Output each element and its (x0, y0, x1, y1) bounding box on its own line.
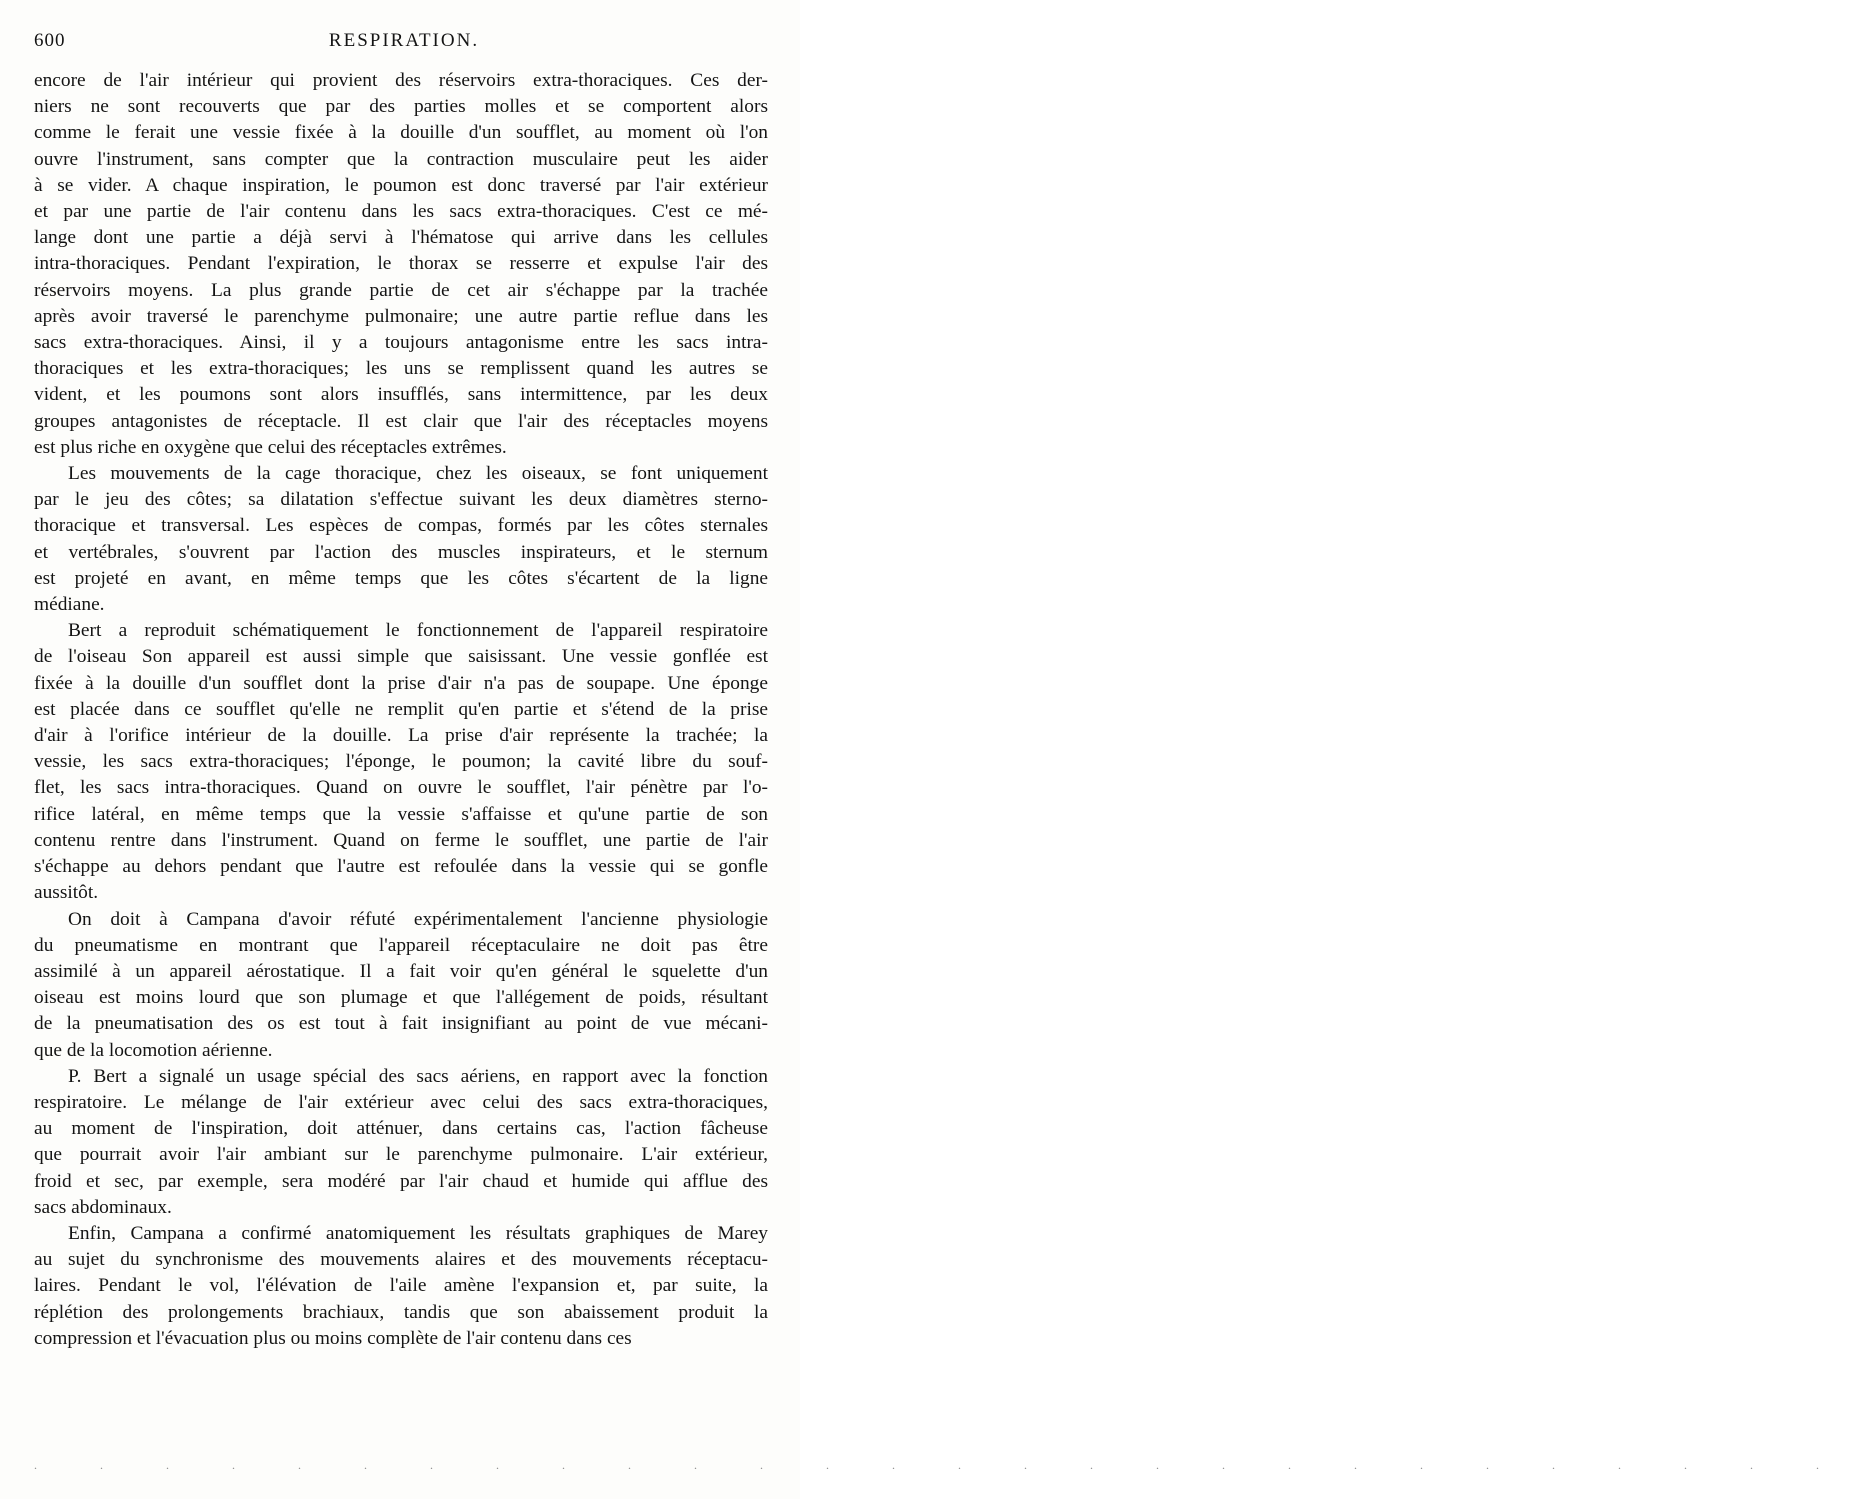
text-line: réplétion des prolongements brachiaux, tandis que son abaissement produit la (34, 1301, 768, 1323)
text-line: après avoir traversé le parenchyme pulmonaire; une autre partie reflue dans les (34, 305, 768, 327)
text-line: assimilé à un appareil aérostatique. Il a fait voir qu'en général le squelette d'un (34, 960, 768, 982)
text-line: Enfin, Campana a confirmé anatomiquement les résultats graphiques de Marey (68, 1222, 768, 1244)
running-head: RESPIRATION. (328, 30, 480, 51)
text-line: groupes antagonistes de réceptacle. Il est clair que l'air des réceptacles moyens (34, 410, 768, 432)
text-line: à se vider. A chaque inspiration, le poumon est donc traversé par l'air extérieur (34, 174, 768, 196)
text-line: de l'oiseau Son appareil est aussi simple que saisissant. Une vessie gonflée est (34, 646, 768, 668)
text-line: contenu rentre dans l'instrument. Quand on ferme le soufflet, une partie de l'air (34, 829, 768, 851)
text-line: comme le ferait une vessie fixée à la douille d'un soufflet, au moment où l'on (34, 122, 768, 144)
text-line: de la pneumatisation des os est tout à fait insignifiant au point de vue mécani- (34, 1013, 768, 1035)
text-line: P. Bert a signalé un usage spécial des sacs aériens, en rapport avec la fonction (68, 1065, 768, 1087)
text-line: ouvre l'instrument, sans compter que la contraction musculaire peut les aider (34, 148, 768, 170)
text-line: On doit à Campana d'avoir réfuté expérimentalement l'ancienne physiologie (68, 908, 768, 930)
text-line: médiane. (34, 594, 105, 616)
body-text (34, 68, 768, 1352)
paragraph (34, 1221, 768, 1352)
text-line: encore de l'air intérieur qui provient des réservoirs extra-thoraciques. Ces der- (34, 70, 768, 91)
text-line: lange dont une partie a déjà servi à l'hématose qui arrive dans les cellules (34, 227, 768, 249)
text-line: intra-thoraciques. Pendant l'expiration, le thorax se resserre et expulse l'air des (34, 253, 768, 275)
text-line: au moment de l'inspiration, doit atténuer, dans certains cas, l'action fâcheuse (34, 1118, 768, 1140)
text-line: vident, et les poumons sont alors insufflés, sans intermittence, par les deux (34, 384, 768, 406)
page-header (34, 30, 774, 58)
text-line: réservoirs moyens. La plus grande partie de cet air s'échappe par la trachée (34, 279, 768, 301)
page-number: 600 (34, 30, 66, 51)
paragraph (34, 68, 768, 461)
text-line: aussitôt. (34, 882, 99, 904)
text-line: flet, les sacs intra-thoraciques. Quand on ouvre le soufflet, l'air pénètre par l'o- (34, 777, 768, 799)
text-line: est plus riche en oxygène que celui des réceptacles extrêmes. (34, 436, 507, 458)
paragraph (34, 1064, 768, 1221)
text-line: sacs abdominaux. (34, 1196, 172, 1218)
text-line: compression et l'évacuation plus ou moins complète de l'air contenu dans ces (34, 1327, 632, 1349)
text-line: au sujet du synchronisme des mouvements alaires et des mouvements réceptacu- (34, 1249, 768, 1271)
text-line: du pneumatisme en montrant que l'appareil réceptaculaire ne doit pas être (34, 934, 768, 956)
text-line: que de la locomotion aérienne. (34, 1039, 273, 1061)
text-line: d'air à l'orifice intérieur de la douille. La prise d'air représente la trachée; la (34, 725, 768, 747)
text-line: vessie, les sacs extra-thoraciques; l'éponge, le poumon; la cavité libre du souf- (34, 751, 768, 773)
text-line: respiratoire. Le mélange de l'air extérieur avec celui des sacs extra-thoraciques, (34, 1091, 768, 1113)
text-line: est placée dans ce soufflet qu'elle ne remplit qu'en partie et s'étend de la prise (34, 698, 768, 720)
paragraph (34, 618, 768, 906)
text-line: laires. Pendant le vol, l'élévation de l'aile amène l'expansion et, par suite, la (34, 1275, 768, 1297)
text-line: est projeté en avant, en même temps que les côtes s'écartent de la ligne (34, 567, 768, 589)
text-line: Les mouvements de la cage thoracique, chez les oiseaux, se font uniquement (68, 463, 768, 485)
text-line: que pourrait avoir l'air ambiant sur le parenchyme pulmonaire. L'air extérieur, (34, 1144, 768, 1166)
text-line: sacs extra-thoraciques. Ainsi, il y a toujours antagonisme entre les sacs intra- (34, 332, 768, 354)
text-line: thoracique et transversal. Les espèces de compas, formés par les côtes sternales (34, 515, 768, 537)
paragraph (34, 461, 768, 618)
footer-marks: . . . . . . . . . . . . . . . . . . . . . . . . . . . . (34, 1458, 1849, 1472)
text-line: par le jeu des côtes; sa dilatation s'effectue suivant les deux diamètres sterno- (34, 489, 768, 511)
text-line: rifice latéral, en même temps que la vessie s'affaisse et qu'une partie de son (34, 803, 768, 825)
text-line: froid et sec, par exemple, sera modéré par l'air chaud et humide qui afflue des (34, 1170, 768, 1192)
text-line: et vertébrales, s'ouvrent par l'action des muscles inspirateurs, et le sternum (34, 541, 768, 563)
text-line: Bert a reproduit schématiquement le fonctionnement de l'appareil respiratoire (68, 620, 768, 642)
text-line: thoraciques et les extra-thoraciques; les uns se remplissent quand les autres se (34, 358, 768, 380)
text-line: oiseau est moins lourd que son plumage et que l'allégement de poids, résultant (34, 987, 768, 1009)
text-line: fixée à la douille d'un soufflet dont la prise d'air n'a pas de soupape. Une éponge (34, 672, 768, 694)
text-line: niers ne sont recouverts que par des parties molles et se comportent alors (34, 96, 768, 118)
paragraph (34, 907, 768, 1064)
text-line: et par une partie de l'air contenu dans les sacs extra-thoraciques. C'est ce mé- (34, 201, 768, 223)
text-line: s'échappe au dehors pendant que l'autre est refoulée dans la vessie qui se gonfle (34, 856, 768, 878)
